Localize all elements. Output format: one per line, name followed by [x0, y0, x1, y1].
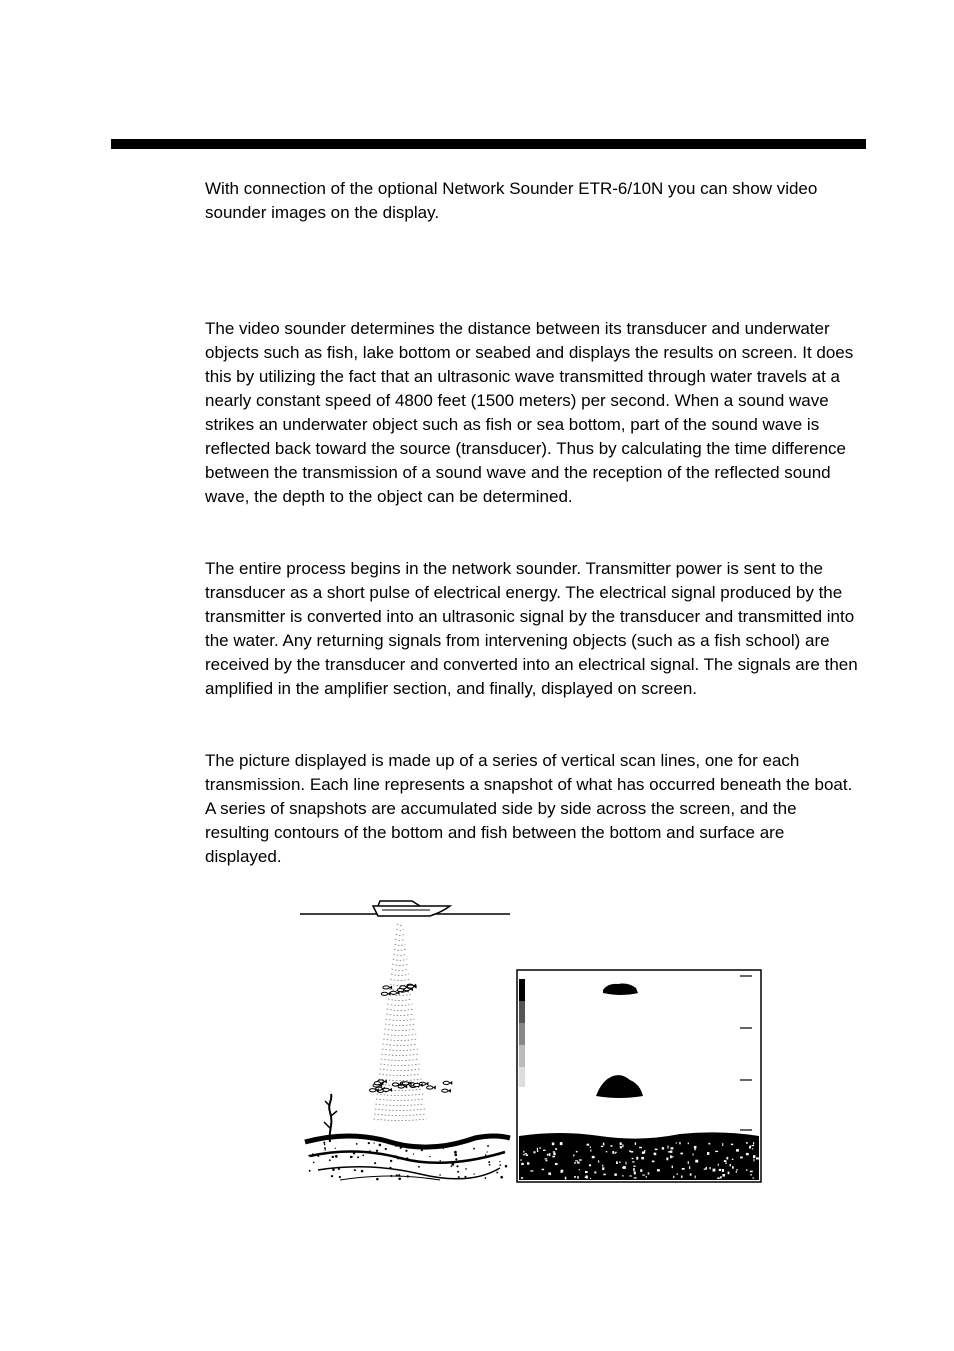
sounder-sketch: [300, 901, 510, 1180]
fish-school-icon: [369, 1080, 452, 1093]
fish-school-icon: [381, 984, 416, 996]
chapter-rule: [111, 139, 866, 149]
color-scale-bar: [519, 979, 525, 1087]
sounder-illustration: [270, 880, 790, 1185]
principle-paragraph: The video sounder determines the distance between its transducer and underwater objects such as fish, lake bottom or seabed and displays the results on screen. It does this by utilizing the fact that an ultrasonic wave transmitted through water travels at a nearly constant speed of 4800 feet (1500 meters) per second. When a sound wave strikes an underwater object such as fish or sea bottom, part of the sound wave is reflected back toward the source (transducer). Thus by calculating the time difference between the transmission of a sound wave and the reception of the reflected sound wave, the depth to the object can be determined.: [205, 319, 854, 506]
seabed-icon: [305, 1136, 510, 1180]
bottom-echo: [519, 1132, 759, 1180]
echogram-display: [517, 970, 761, 1182]
process-paragraph: The entire process begins in the network sounder. Transmitter power is sent to the transducer as a short pulse of electrical energy. The electrical signal produced by the transmitter is converted into an ultrasonic signal by the transducer and transmitted into the water. Any returning signals from intervening objects (such as a fish school) are received by the transducer and converted into an electrical signal. The signals are then amplified in the amplifier section, and finally, displayed on screen.: [205, 559, 858, 698]
display-paragraph: The picture displayed is made up of a series of vertical scan lines, one for each transmission. Each line represents a snapshot of what has occurred beneath the boat. A series of snapshots are accumulated side by side across the screen, and the resulting contours of the bottom and fish between the bottom and surface are displayed.: [205, 751, 853, 866]
intro-paragraph: With connection of the optional Network Sounder ETR-6/10N you can show video sounder images on the display.: [205, 179, 818, 222]
